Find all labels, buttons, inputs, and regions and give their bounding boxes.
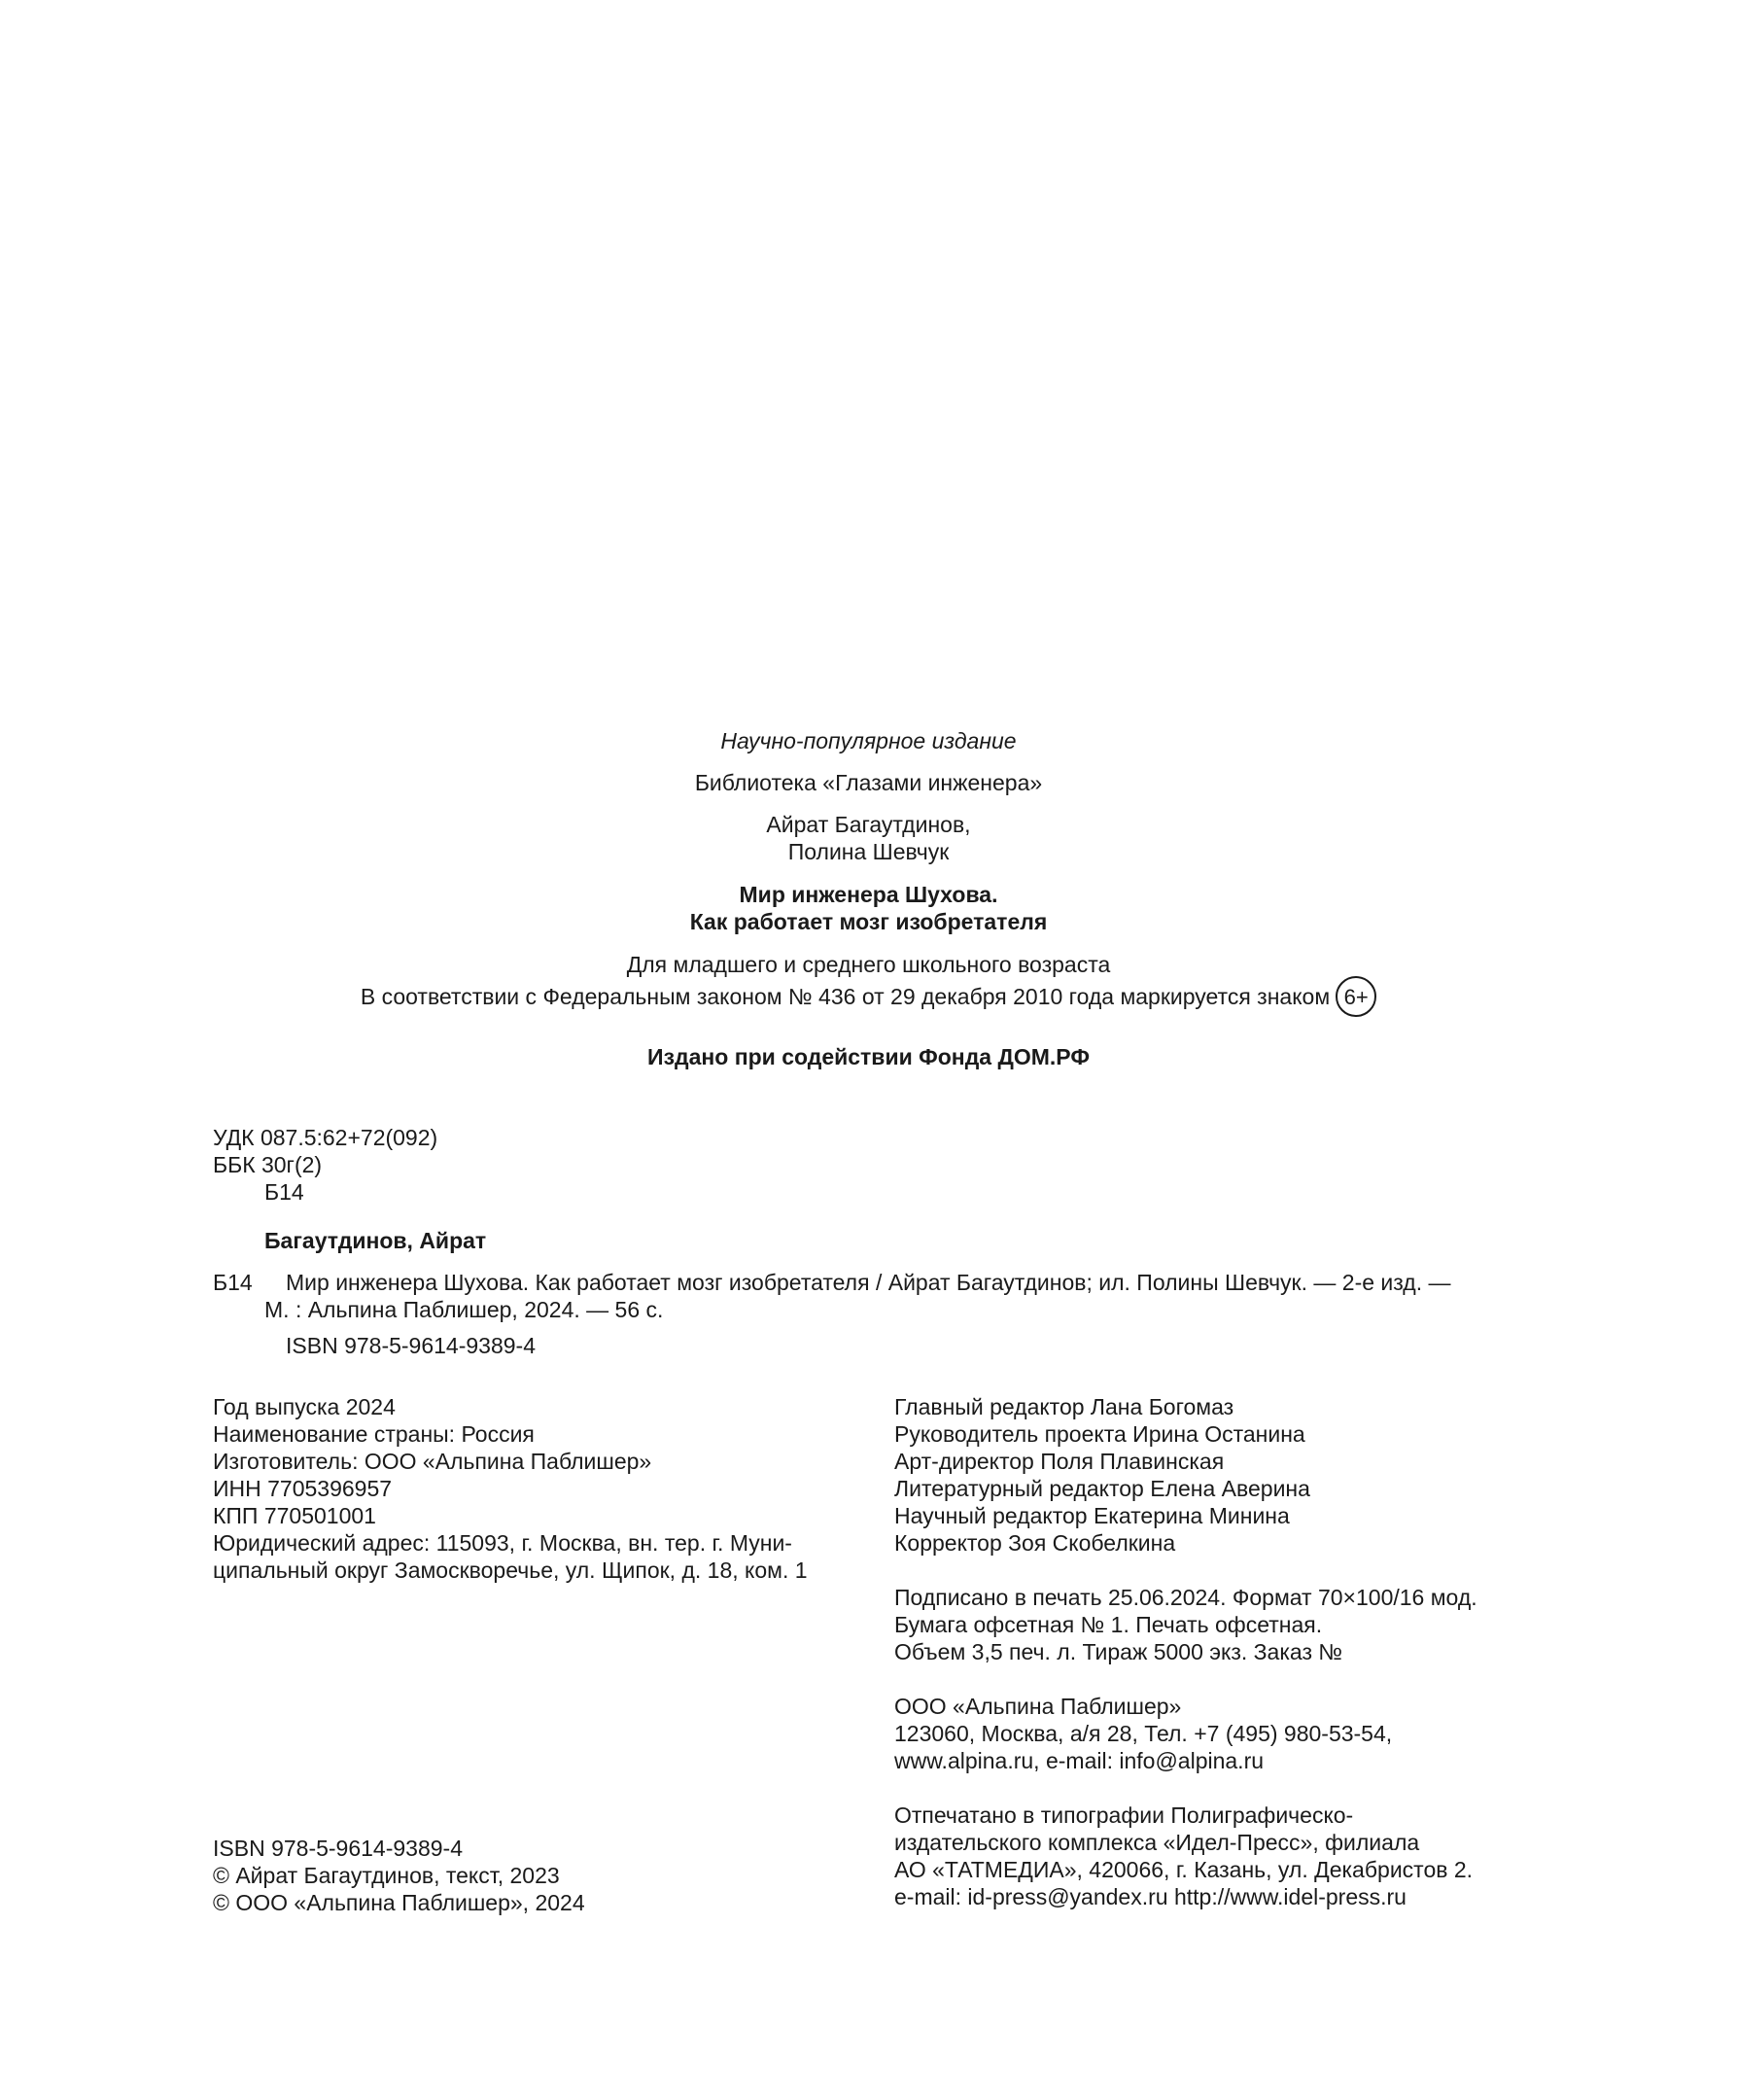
- catalog-mark: Б14: [213, 1270, 253, 1295]
- print-specs: [894, 1584, 1477, 1665]
- age-rating-badge: 6+: [1336, 976, 1376, 1017]
- support-note: Издано при содействии Фонда ДОМ.РФ: [647, 1044, 1090, 1069]
- manufacturer-line: Юридический адрес: 115093, г. Москва, вн. тер. г. Муни-: [213, 1530, 792, 1556]
- publisher-line: 123060, Москва, а/я 28, Тел. +7 (495) 980-53-54,: [894, 1721, 1393, 1746]
- bbk-code: ББК 30г(2): [213, 1152, 323, 1177]
- staff-line: Литературный редактор Елена Аверина: [894, 1476, 1310, 1501]
- manufacturer-info: [213, 1393, 808, 1584]
- print-spec-line: Бумага офсетная № 1. Печать офсетная.: [894, 1612, 1323, 1637]
- series-title: Библиотека «Глазами инженера»: [694, 770, 1043, 795]
- udk-code: УДК 087.5:62+72(092): [213, 1125, 438, 1150]
- staff-line: Корректор Зоя Скобелкина: [894, 1530, 1176, 1556]
- copyright-line: © ООО «Альпина Паблишер», 2024: [213, 1890, 585, 1915]
- edition-type: Научно-популярное издание: [720, 728, 1017, 753]
- catalog-description-line-1: Мир инженера Шухова. Как работает мозг изобретателя / Айрат Багаутдинов; ил. Полины Шевчук. — 2-е изд. —: [286, 1270, 1451, 1295]
- publisher-line: www.alpina.ru, e-mail: info@alpina.ru: [894, 1748, 1265, 1773]
- staff-line: Научный редактор Екатерина Минина: [894, 1503, 1290, 1528]
- staff-line: Руководитель проекта Ирина Останина: [894, 1421, 1305, 1447]
- print-spec-line: Подписано в печать 25.06.2024. Формат 70×100/16 мод.: [894, 1585, 1477, 1610]
- publisher-info: [894, 1693, 1392, 1774]
- law-notice-text: В соответствии с Федеральным законом № 436 от 29 декабря 2010 года маркируется знаком: [360, 984, 1331, 1010]
- editorial-staff: [894, 1393, 1310, 1557]
- copyright-line: © Айрат Багаутдинов, текст, 2023: [213, 1863, 560, 1888]
- law-notice: [0, 978, 1737, 1019]
- manufacturer-line: КПП 770501001: [213, 1503, 376, 1528]
- printer-line: e-mail: id-press@yandex.ru http://www.idel-press.ru: [894, 1884, 1407, 1909]
- manufacturer-line: ципальный округ Замоскворечье, ул. Щипок, д. 18, ком. 1: [213, 1558, 808, 1583]
- catalog-author-heading: Багаутдинов, Айрат: [264, 1228, 487, 1253]
- copyright-block: [213, 1835, 585, 1916]
- staff-line: Главный редактор Лана Богомаз: [894, 1394, 1234, 1419]
- staff-line: Арт-директор Поля Плавинская: [894, 1449, 1225, 1474]
- manufacturer-line: Наименование страны: Россия: [213, 1421, 535, 1447]
- catalog-description-line-2: М. : Альпина Паблишер, 2024. — 56 с.: [264, 1297, 664, 1322]
- printer-line: Отпечатано в типографии Полиграфическо-: [894, 1802, 1354, 1828]
- publisher-line: ООО «Альпина Паблишер»: [894, 1694, 1182, 1719]
- manufacturer-line: Год выпуска 2024: [213, 1394, 396, 1419]
- copyright-line: ISBN 978-5-9614-9389-4: [213, 1836, 463, 1861]
- printer-info: [894, 1802, 1473, 1910]
- print-spec-line: Объем 3,5 печ. л. Тираж 5000 экз. Заказ №: [894, 1639, 1343, 1664]
- audience-note: Для младшего и среднего школьного возраста: [626, 952, 1111, 977]
- author-mark: Б14: [264, 1179, 304, 1205]
- printer-line: АО «ТАТМЕДИА», 420066, г. Казань, ул. Декабристов 2.: [894, 1857, 1474, 1882]
- manufacturer-line: Изготовитель: ООО «Альпина Паблишер»: [213, 1449, 652, 1474]
- printer-line: издательского комплекса «Идел-Пресс», филиала: [894, 1830, 1420, 1855]
- book-title: Мир инженера Шухова. Как работает мозг изобретателя: [689, 882, 1048, 934]
- authors: Айрат Багаутдинов, Полина Шевчук: [766, 812, 971, 864]
- manufacturer-line: ИНН 7705396957: [213, 1476, 393, 1501]
- catalog-isbn: ISBN 978-5-9614-9389-4: [286, 1333, 536, 1358]
